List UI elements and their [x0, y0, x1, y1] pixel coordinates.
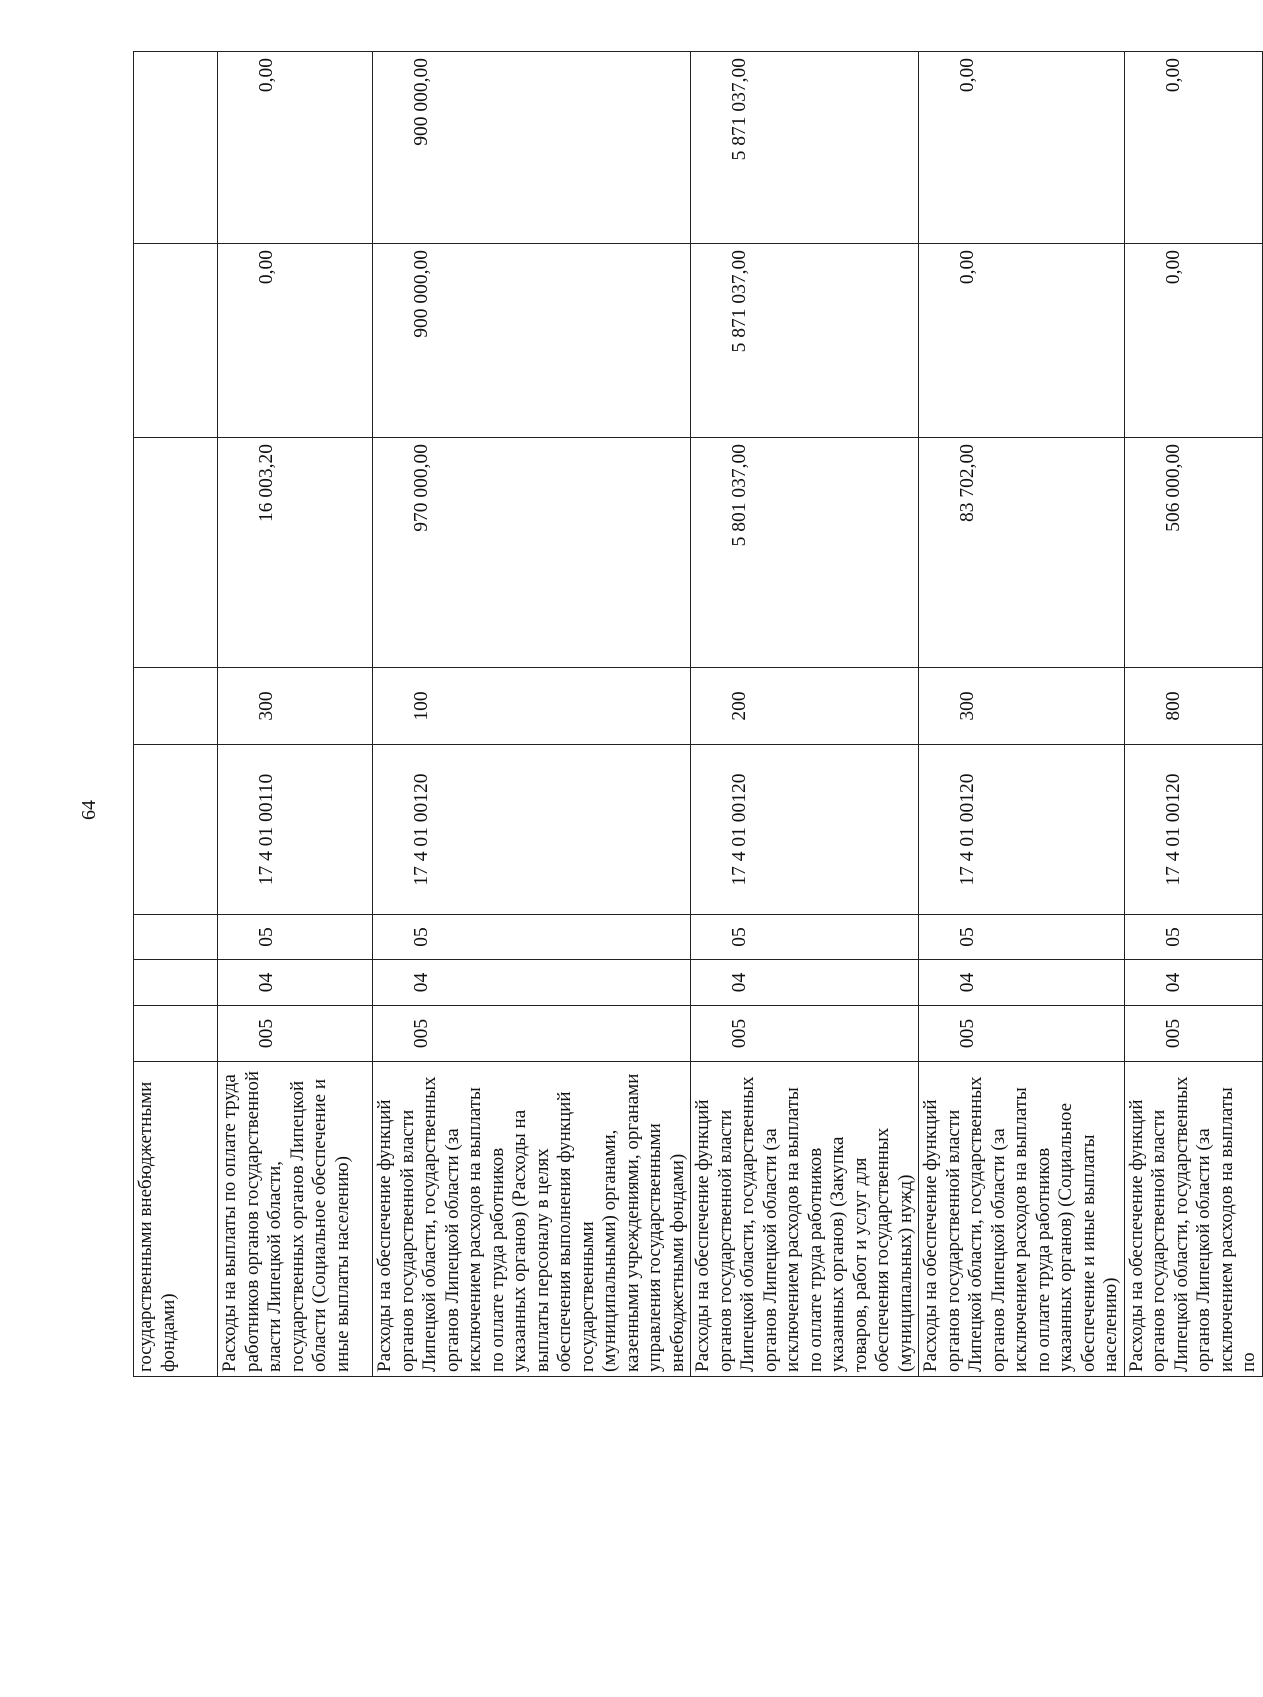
ministry-code-cell: 005 [691, 1006, 919, 1062]
expense-type-cell: 100 [373, 668, 691, 745]
ministry-code-cell: 005 [1124, 1006, 1262, 1062]
amount-cell-1: 16 003,20 [218, 438, 373, 668]
ministry-code-cell [134, 1006, 218, 1062]
subsection-code-cell: 05 [373, 915, 691, 960]
expense-type-cell [134, 668, 218, 745]
amount-cell-2: 5 871 037,00 [691, 244, 919, 438]
row-name-cell: Расходы на обеспечение функций органов государственной власти Липецкой области, государственных органов Липецкой области (за исключением расходов на выплаты по оплате труда работников указанных органов) (Расходы на выплаты персоналу в целях обеспечения выполнения функций государственными (муниципальными) органами, казенными учреждениями, органами управления государственными внебюджетными фондами) [373, 1062, 691, 1377]
page-number: 64 [78, 800, 100, 820]
table-row [691, 52, 919, 1377]
target-article-cell: 17 4 01 00120 [691, 745, 919, 915]
target-article-cell: 17 4 01 00120 [373, 745, 691, 915]
amount-cell-1: 83 702,00 [919, 438, 1125, 668]
amount-cell-1 [134, 438, 218, 668]
target-article-cell: 17 4 01 00120 [919, 745, 1125, 915]
amount-cell-2: 900 000,00 [373, 244, 691, 438]
amount-cell-2 [134, 244, 218, 438]
budget-table [133, 51, 1263, 1377]
table-body [134, 52, 1263, 1377]
section-code-cell: 04 [218, 960, 373, 1006]
ministry-code-cell: 005 [218, 1006, 373, 1062]
table-row [134, 52, 218, 1377]
section-code-cell [134, 960, 218, 1006]
amount-cell-1: 506 000,00 [1124, 438, 1262, 668]
expense-type-cell: 800 [1124, 668, 1262, 745]
target-article-cell: 17 4 01 00110 [218, 745, 373, 915]
ministry-code-cell: 005 [919, 1006, 1125, 1062]
row-name-cell: Расходы на обеспечение функций органов государственной власти Липецкой области, государственных органов Липецкой области (за исключением расходов на выплаты по оплате труда работников указанных органов) (Социальное обеспечение и иные выплаты населению) [919, 1062, 1125, 1377]
expense-type-cell: 200 [691, 668, 919, 745]
amount-cell-3: 0,00 [919, 52, 1125, 244]
row-name-cell: Расходы на обеспечение функций органов государственной власти Липецкой области, государственных органов Липецкой области (за исключением расходов на выплаты по [1124, 1062, 1262, 1377]
ministry-code-cell: 005 [373, 1006, 691, 1062]
amount-cell-3 [134, 52, 218, 244]
subsection-code-cell: 05 [919, 915, 1125, 960]
section-code-cell: 04 [373, 960, 691, 1006]
table-row [1124, 52, 1262, 1377]
table-row [218, 52, 373, 1377]
row-name-cell: Расходы на обеспечение функций органов государственной власти Липецкой области, государственных органов Липецкой области (за исключением расходов на выплаты по оплате труда работников указанных органов) (Закупка товаров, работ и услуг для обеспечения государственных (муниципальных) нужд) [691, 1062, 919, 1377]
subsection-code-cell [134, 915, 218, 960]
amount-cell-1: 5 801 037,00 [691, 438, 919, 668]
row-name-cell: государственными внебюджетными фондами) [134, 1062, 218, 1377]
expense-type-cell: 300 [218, 668, 373, 745]
rotated-table-container [133, 52, 1259, 1377]
amount-cell-1: 970 000,00 [373, 438, 691, 668]
amount-cell-3: 0,00 [218, 52, 373, 244]
section-code-cell: 04 [919, 960, 1125, 1006]
amount-cell-3: 0,00 [1124, 52, 1262, 244]
target-article-cell: 17 4 01 00120 [1124, 745, 1262, 915]
amount-cell-2: 0,00 [218, 244, 373, 438]
subsection-code-cell: 05 [691, 915, 919, 960]
amount-cell-2: 0,00 [1124, 244, 1262, 438]
row-name-cell: Расходы на выплаты по оплате труда работников органов государственной власти Липецкой области, государственных органов Липецкой области (Социальное обеспечение и иные выплаты населению) [218, 1062, 373, 1377]
target-article-cell [134, 745, 218, 915]
subsection-code-cell: 05 [218, 915, 373, 960]
table-row [919, 52, 1125, 1377]
section-code-cell: 04 [1124, 960, 1262, 1006]
amount-cell-2: 0,00 [919, 244, 1125, 438]
amount-cell-3: 900 000,00 [373, 52, 691, 244]
expense-type-cell: 300 [919, 668, 1125, 745]
amount-cell-3: 5 871 037,00 [691, 52, 919, 244]
subsection-code-cell: 05 [1124, 915, 1262, 960]
table-row [373, 52, 691, 1377]
section-code-cell: 04 [691, 960, 919, 1006]
